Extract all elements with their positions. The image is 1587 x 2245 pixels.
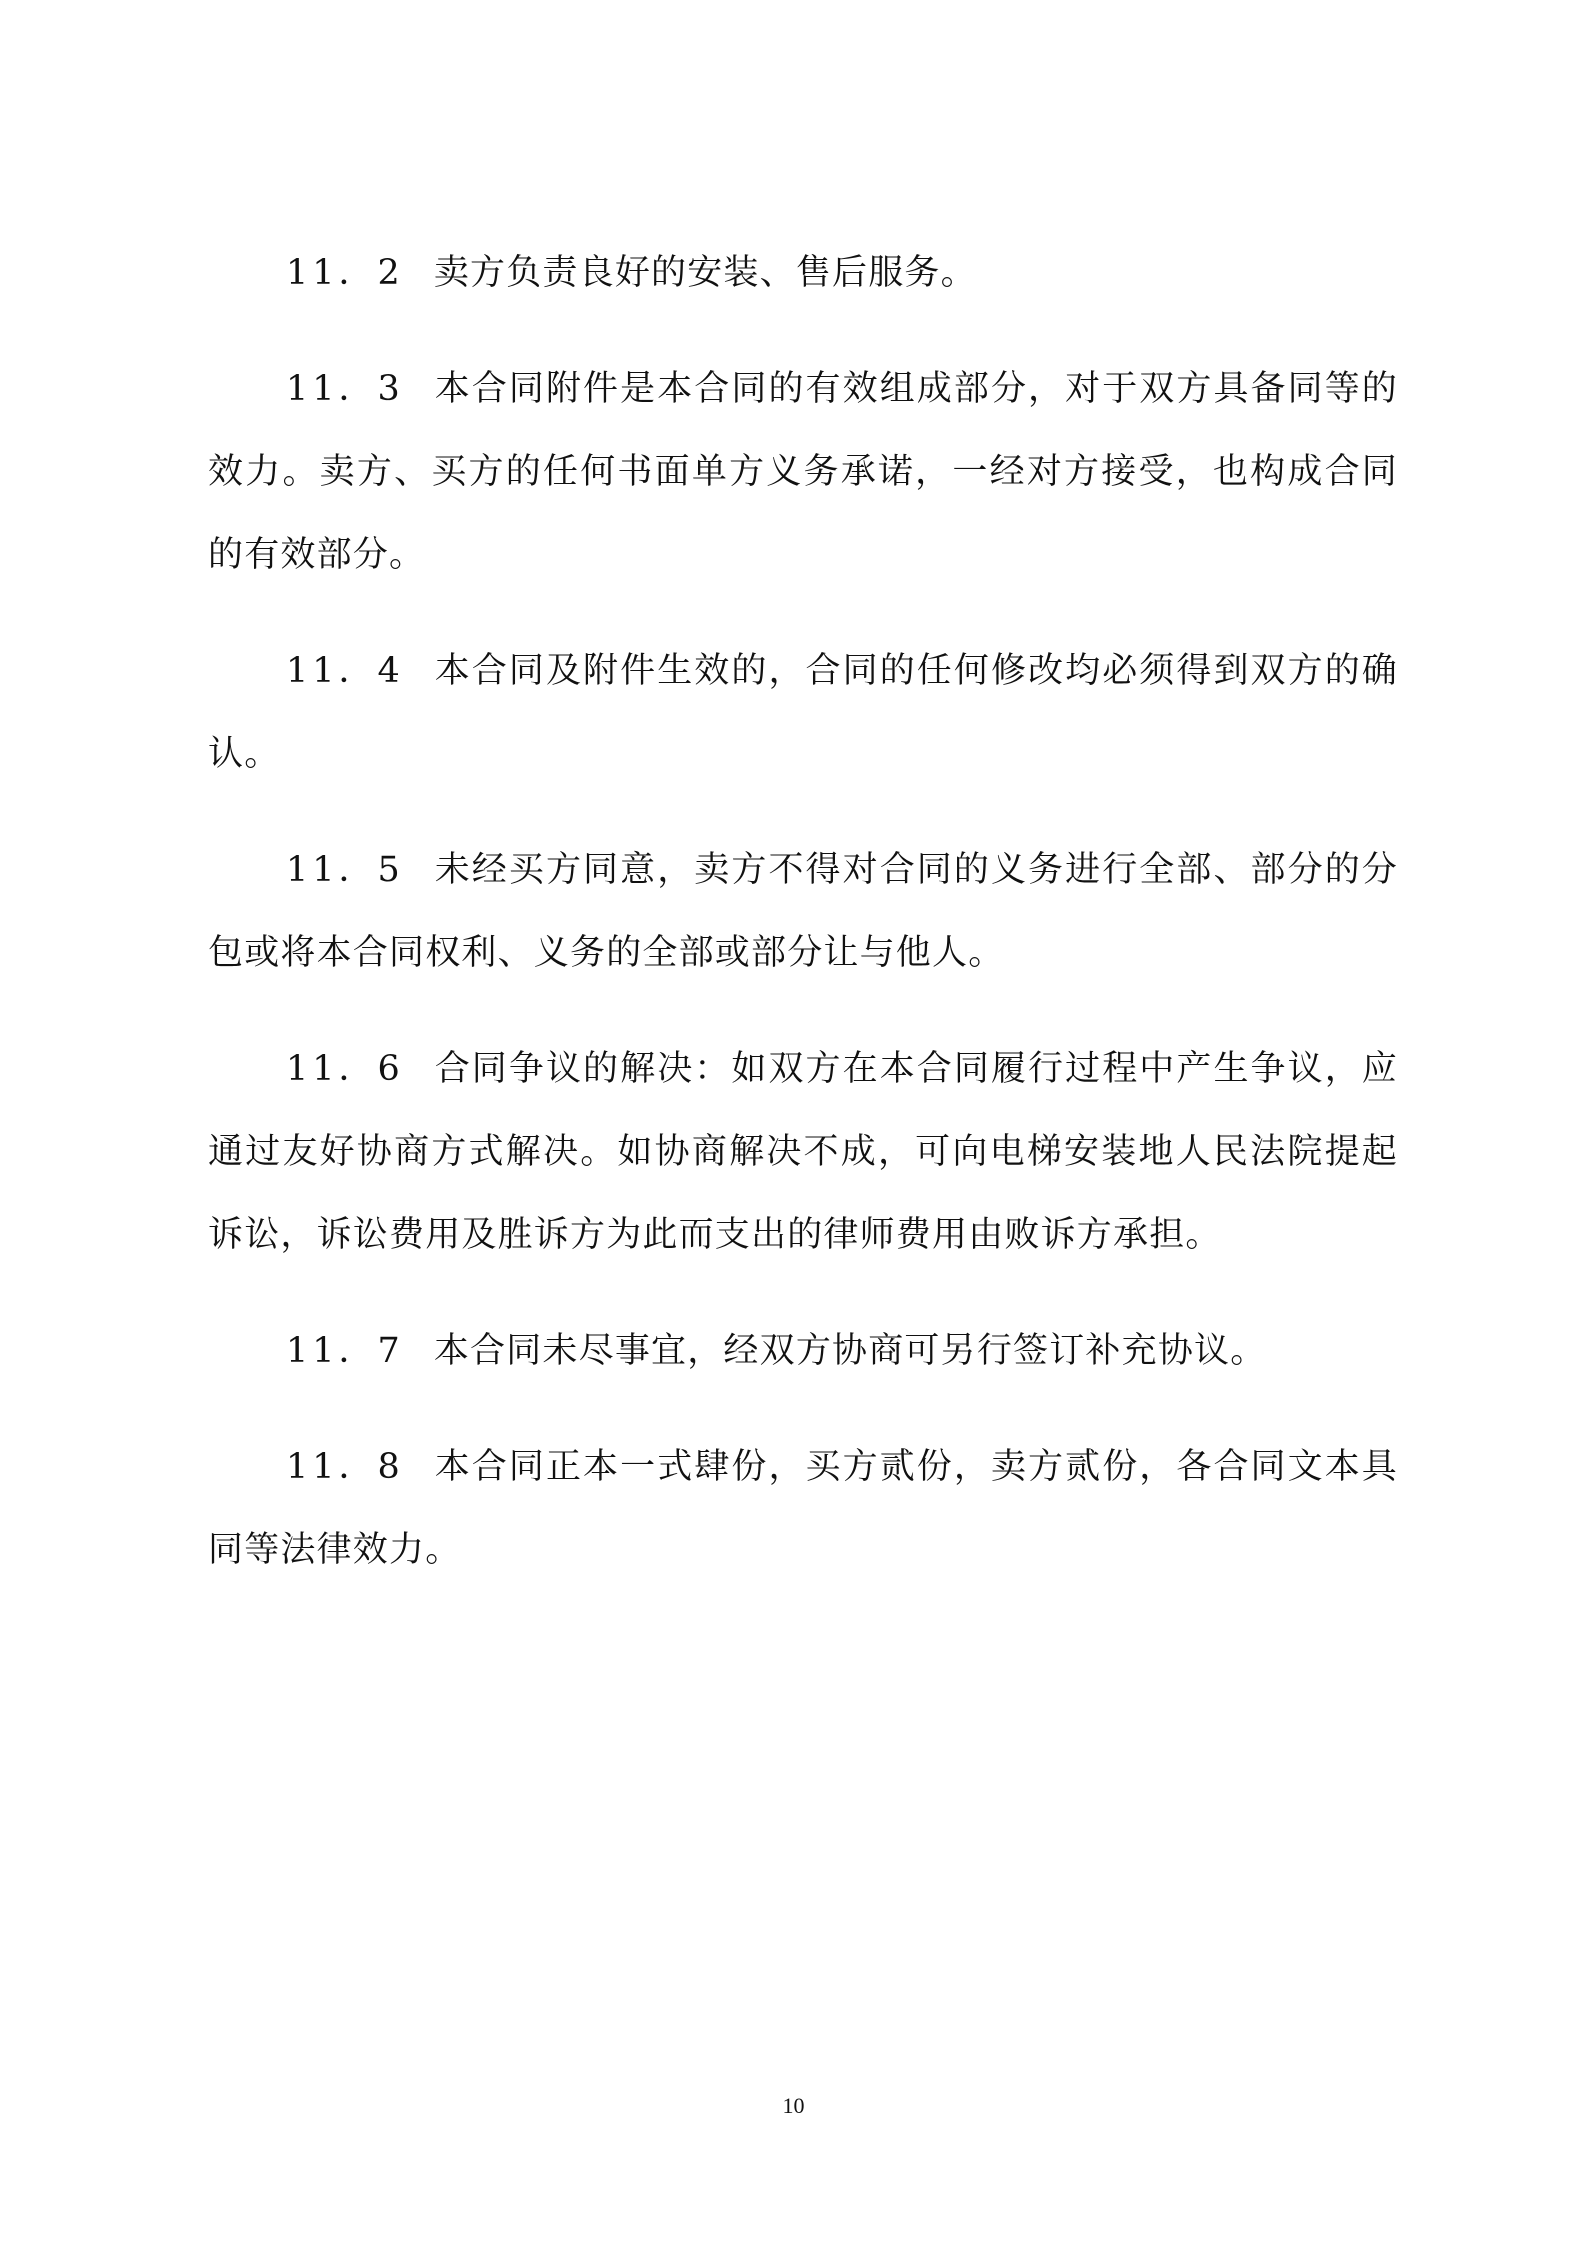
clause-11-3 — [208, 348, 1398, 597]
clause-number: 11．2 — [286, 253, 404, 293]
clause-number: 11．8 — [286, 1447, 404, 1487]
clause-text: 本合同正本一式肆份，买方贰份，卖方贰份，各合同文本具同等法律效力。 — [208, 1447, 1398, 1570]
clause-text: 合同争议的解决：如双方在本合同履行过程中产生争议，应通过友好协商方式解决。如协商解决不成，可向电梯安装地人民法院提起诉讼，诉讼费用及胜诉方为此而支出的律师费用由败诉方承担。 — [208, 1049, 1398, 1255]
clause-number: 11．5 — [286, 850, 404, 890]
clause-text: 本合同及附件生效的，合同的任何修改均必须得到双方的确认。 — [208, 651, 1398, 774]
clause-number: 11．6 — [286, 1049, 404, 1089]
clause-11-4 — [208, 630, 1398, 796]
clause-text: 本合同附件是本合同的有效组成部分，对于双方具备同等的效力。卖方、买方的任何书面单方义务承诺，一经对方接受，也构成合同的有效部分。 — [208, 369, 1398, 575]
clause-11-2 — [208, 232, 1398, 315]
clause-text: 本合同未尽事宜，经双方协商可另行签订补充协议。 — [433, 1331, 1267, 1371]
page-number: 10 — [782, 2093, 805, 2118]
clause-11-5 — [208, 829, 1398, 995]
clause-number: 11．3 — [286, 369, 404, 409]
clause-text: 未经买方同意，卖方不得对合同的义务进行全部、部分的分包或将本合同权利、义务的全部或部分让与他人。 — [208, 850, 1398, 973]
contract-body — [208, 232, 1398, 1592]
clause-number: 11．7 — [286, 1331, 404, 1371]
clause-text: 卖方负责良好的安装、售后服务。 — [433, 253, 977, 293]
clause-number: 11．4 — [286, 651, 404, 691]
clause-11-8 — [208, 1426, 1398, 1592]
clause-11-6 — [208, 1028, 1398, 1277]
clause-11-7 — [208, 1310, 1398, 1393]
